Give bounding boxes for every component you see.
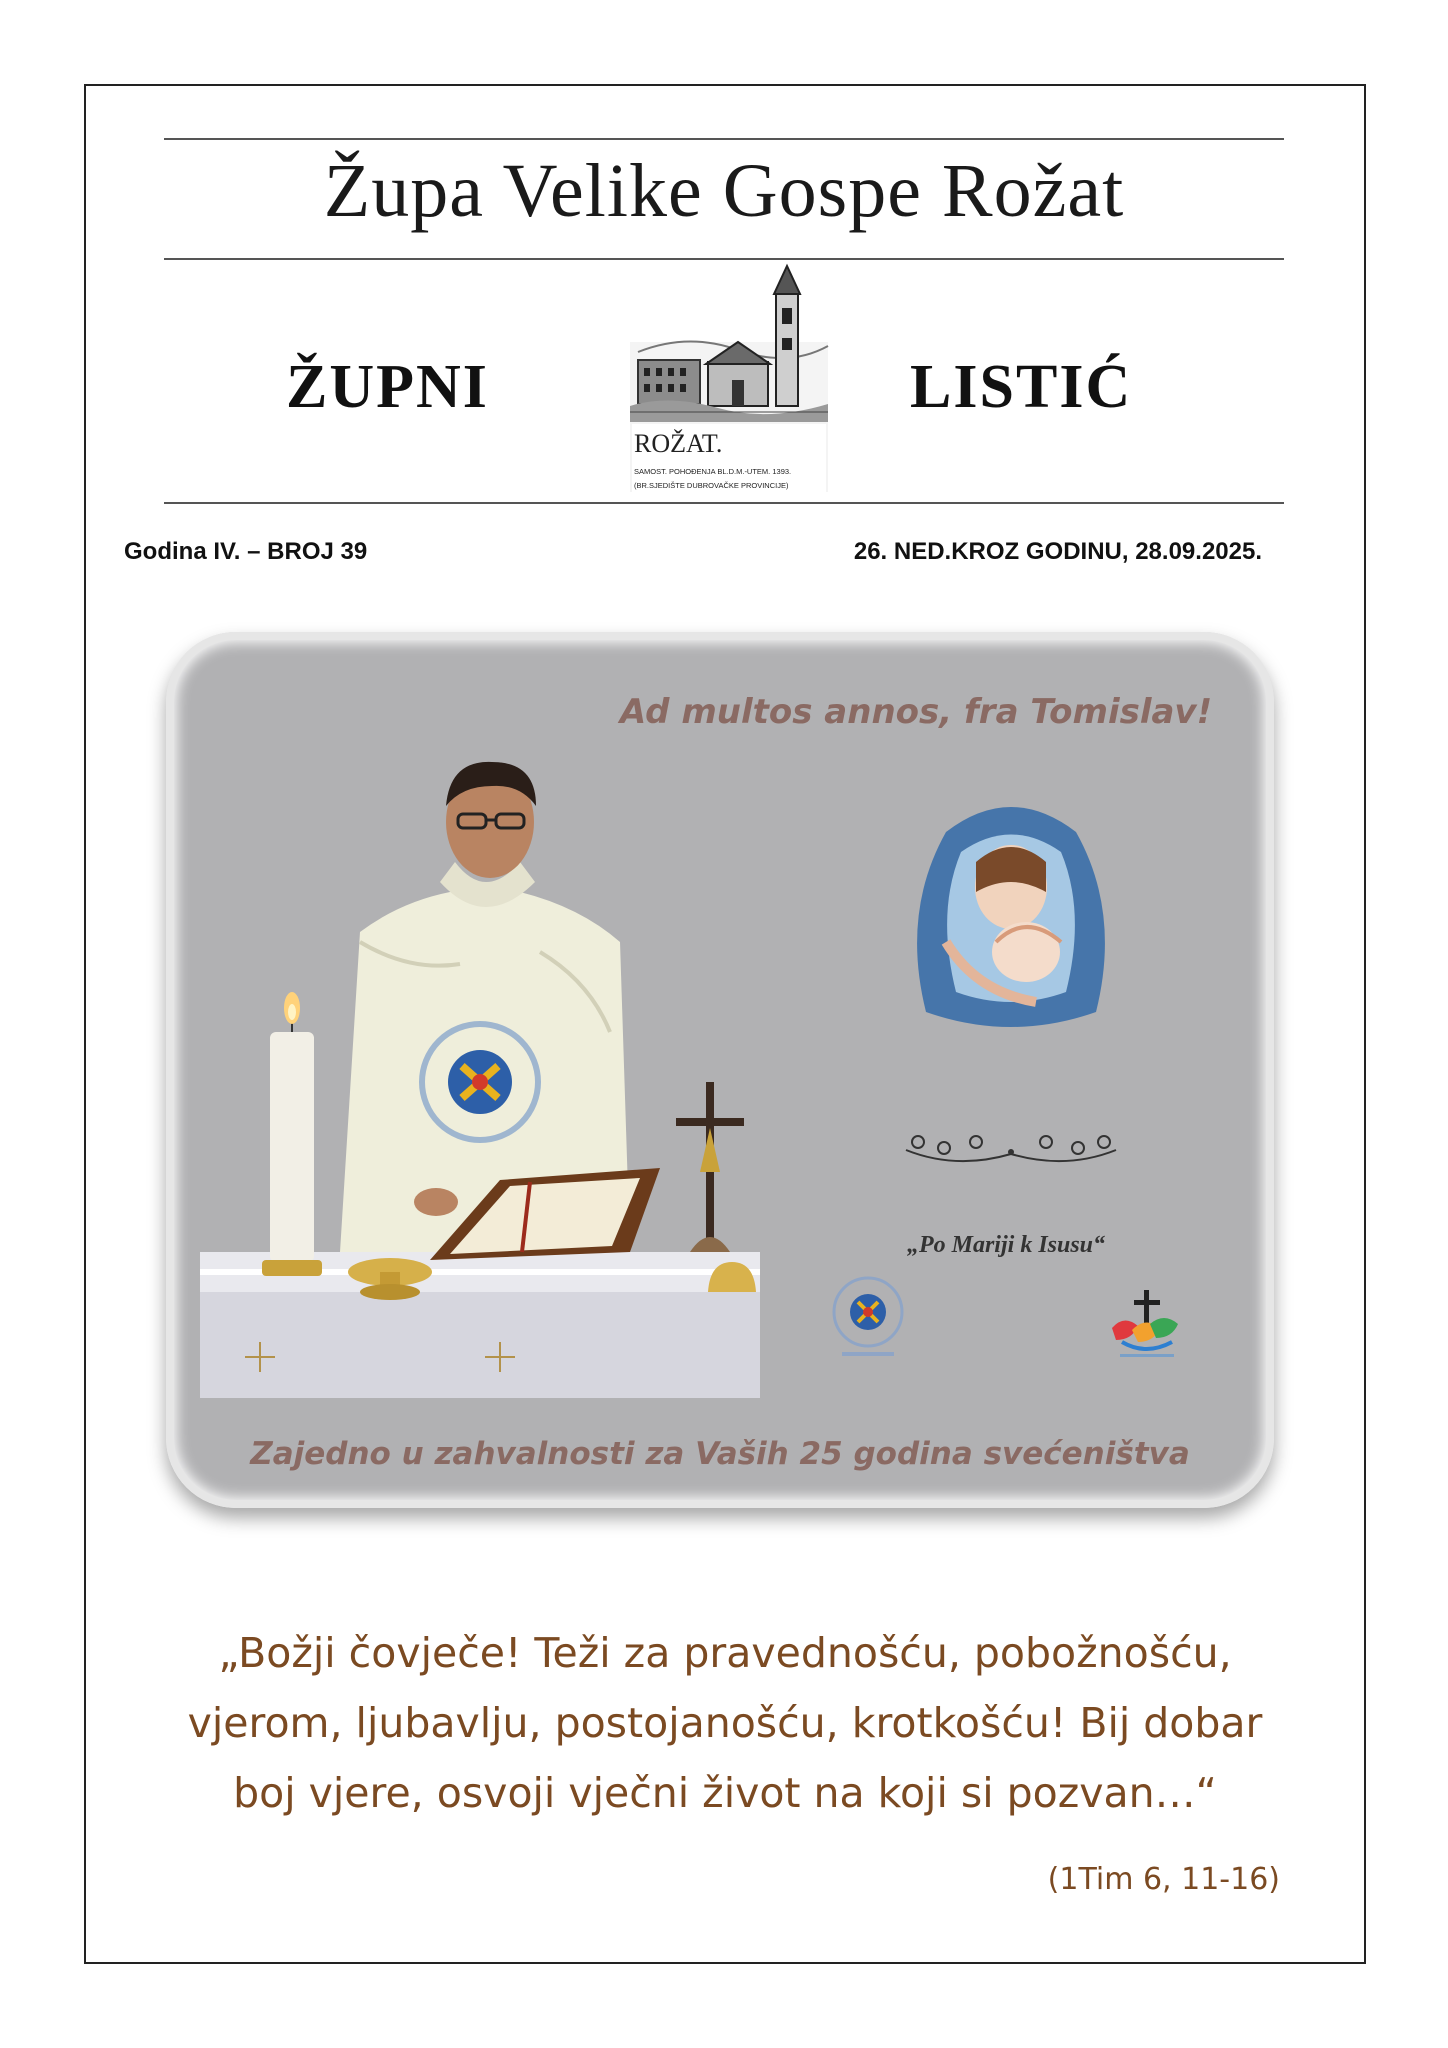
sketch-caption-1: SAMOST. POHOĐENJA BL.D.M.-UTEM. 1393. <box>634 467 792 476</box>
card-footer: Zajedno u zahvalnosti za Vaših 25 godina svećeništva <box>250 1436 1190 1472</box>
issue-number: Godina IV. – BROJ 39 <box>124 538 368 565</box>
church-sketch-image <box>628 262 830 496</box>
scripture-quote <box>130 1618 1320 1828</box>
jubilee-2025-logo <box>1102 1284 1188 1364</box>
quote-line-1: „Božji čovječe! Teži za pravednošću, pobožnošću, <box>218 1629 1232 1677</box>
parish-title: Župa Velike Gospe Rožat <box>323 149 1125 233</box>
jubilee-card <box>166 632 1274 1508</box>
word-zupni: ŽUPNI <box>286 353 489 421</box>
jubilee-2000-logo <box>828 1272 908 1362</box>
floral-divider-ornament <box>896 1130 1126 1170</box>
header-bottom-rule <box>164 502 1284 504</box>
word-listic: LISTIĆ <box>910 353 1133 421</box>
sketch-caption-2: (BR.SJEDIŠTE DUBROVAČKE PROVINCIJE) <box>634 481 789 490</box>
priest-at-altar-photo <box>200 732 770 1398</box>
quote-reference: (1Tim 6, 11-16) <box>1047 1862 1280 1897</box>
issue-date: 26. NED.KROZ GODINU, 28.09.2025. <box>853 538 1262 565</box>
madonna-and-child-image <box>886 792 1136 1042</box>
sketch-place: ROŽAT. <box>634 429 723 458</box>
card-motto: „Po Mariji k Isusu“ <box>906 1232 1106 1258</box>
quote-line-3: boj vjere, osvoji vječni život na koji si pozvan…“ <box>233 1769 1217 1817</box>
quote-line-2: vjerom, ljubavlju, postojanošću, krotkošću! Bij dobar <box>187 1699 1263 1747</box>
card-headline: Ad multos annos, fra Tomislav! <box>619 692 1213 732</box>
title-rule <box>164 258 1284 260</box>
top-rule <box>164 138 1284 140</box>
